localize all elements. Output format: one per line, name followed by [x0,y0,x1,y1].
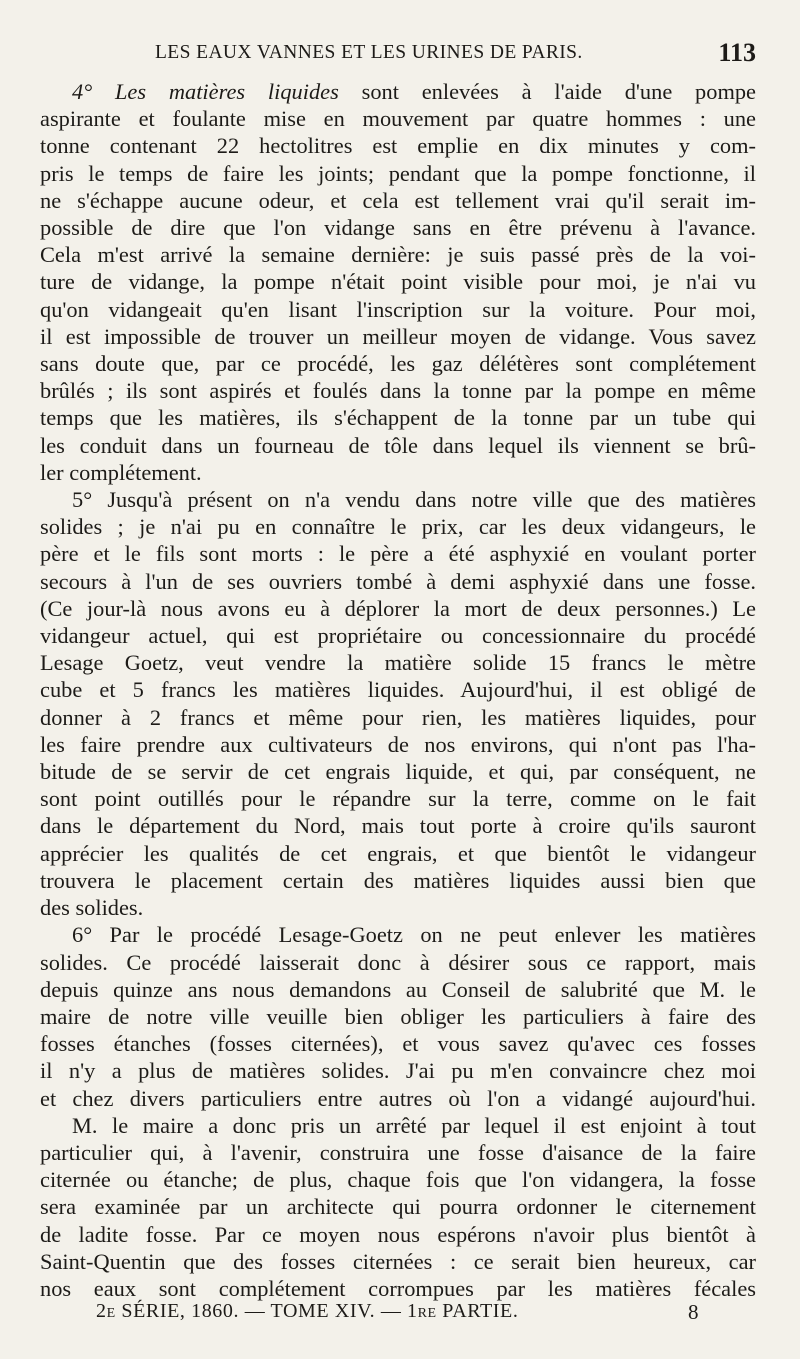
text-line: solides. Ce procédé laisserait donc à désirer sous ce rapport, mais [40,949,756,975]
paragraph-4 [40,78,756,486]
text-line: de ladite fosse. Par ce moyen nous espérons n'avoir plus bientôt à [40,1221,756,1247]
text-line: sera examinée par un architecte qui pourra ordonner le citernement [40,1194,756,1220]
text-line: citernée ou étanche; de plus, chaque fois que l'on vidangera, la fosse [40,1167,756,1193]
text-line: pris le temps de faire les joints; pendant que la pompe fonctionne, il [40,160,756,186]
text-line: les conduit dans un fourneau de tôle dans lequel ils viennent se brû- [40,432,756,458]
signature-mark: 2e SÉRIE, 1860. — TOME XIV. — 1re PARTIE. [96,1300,519,1322]
text-line: depuis quinze ans nous demandons au Conseil de salubrité que M. le [40,976,756,1002]
text-line: ne s'échappe aucune odeur, et cela est tellement vrai qu'il serait im- [40,187,756,213]
text-line: et chez divers particuliers entre autres où l'on a vidangé aujourd'hui. [40,1085,756,1111]
text-line-content: sont enlevées à l'aide d'une pompe [338,79,756,104]
text-line: apprécier les qualités de cet engrais, et que bientôt le vidangeur [40,840,756,866]
text-line: des solides. [40,895,144,921]
paragraph-6 [40,921,756,1111]
text-line: sans doute que, par ce procédé, les gaz délétères sont complétement [40,351,756,377]
paragraph-lead: 4° Les matières liquides [72,79,339,104]
signature-number: 8 [688,1300,699,1324]
paragraph-5 [40,486,756,921]
text-line: bitude de se servir de cet engrais liquide, et qui, par conséquent, ne [40,759,756,785]
text-line: fosses étanches (fosses citernées), et vous savez qu'avec ces fosses [40,1031,756,1057]
running-head [40,38,760,72]
text-line: ler complétement. [40,459,202,485]
text-line: il est impossible de trouver un meilleur moyen de vidange. Vous savez [40,323,756,349]
text-line: trouvera le placement certain des matières liquides aussi bien que [40,867,756,893]
text-line: 5° Jusqu'à présent on n'a vendu dans notre ville que des matières [72,487,756,513]
text-line: 6° Par le procédé Lesage-Goetz on ne peut enlever les matières [72,922,756,948]
text-line [40,78,756,105]
text-line: Lesage Goetz, veut vendre la matière solide 15 francs le mètre [40,650,756,676]
paragraph-arrete [40,1112,756,1302]
text-line: M. le maire a donc pris un arrêté par lequel il est enjoint à tout [72,1112,756,1138]
text-line: secours à l'un de ses ouvriers tombé à demi asphyxié dans une fosse. [40,568,756,594]
text-line: Cela m'est arrivé la semaine dernière: je suis passé près de la voi- [40,242,756,268]
text-line: solides ; je n'ai pu en connaître le prix, car les deux vidangeurs, le [40,514,756,540]
text-line: père et le fils sont morts : le père a été asphyxié en voulant porter [40,541,756,567]
text-line: donner à 2 francs et même pour rien, les matières liquides, pour [40,704,756,730]
text-line: Saint-Quentin que des fosses citernées : ce serait bien heureux, car [40,1248,756,1274]
text-line: il n'y a plus de matières solides. J'ai pu m'en convaincre chez moi [40,1058,756,1084]
text-line: ture de vidange, la pompe n'était point visible pour moi, je n'ai vu [40,269,756,295]
text-line: les faire prendre aux cultivateurs de nos environs, qui n'ont pas l'ha- [40,731,756,757]
text-line: possible de dire que l'on vidange sans en être prévenu à l'avance. [40,215,756,241]
text-line: nos eaux sont complétement corrompues par les matières fécales [40,1275,756,1301]
text-line: sont point outillés pour le répandre sur la terre, comme on le fait [40,786,756,812]
text-line: brûlés ; ils sont aspirés et foulés dans la tonne par la pompe en même [40,378,756,404]
body-text [40,78,756,1302]
text-line: temps que les matières, ils s'échappent de la tonne par un tube qui [40,405,756,431]
signature-footer [40,1300,756,1330]
text-line: aspirante et foulante mise en mouvement par quatre hommes : une [40,106,756,132]
running-title: LES EAUX VANNES ET LES URINES DE PARIS. [155,42,583,63]
page-number: 113 [718,38,756,67]
text-line: vidangeur actuel, qui est propriétaire ou concessionnaire du procédé [40,623,756,649]
text-line: cube et 5 francs les matières liquides. Aujourd'hui, il est obligé de [40,677,756,703]
text-line: particulier qui, à l'avenir, construira une fosse d'aisance de la faire [40,1139,756,1165]
text-line: dans le département du Nord, mais tout porte à croire qu'ils sauront [40,813,756,839]
text-line: tonne contenant 22 hectolitres est emplie en dix minutes y com- [40,133,756,159]
text-line: (Ce jour-là nous avons eu à déplorer la mort de deux personnes.) Le [40,595,756,621]
text-line: maire de notre ville veuille bien obliger les particuliers à faire des [40,1003,756,1029]
text-line: qu'on vidangeait qu'en lisant l'inscription sur la voiture. Pour moi, [40,296,756,322]
